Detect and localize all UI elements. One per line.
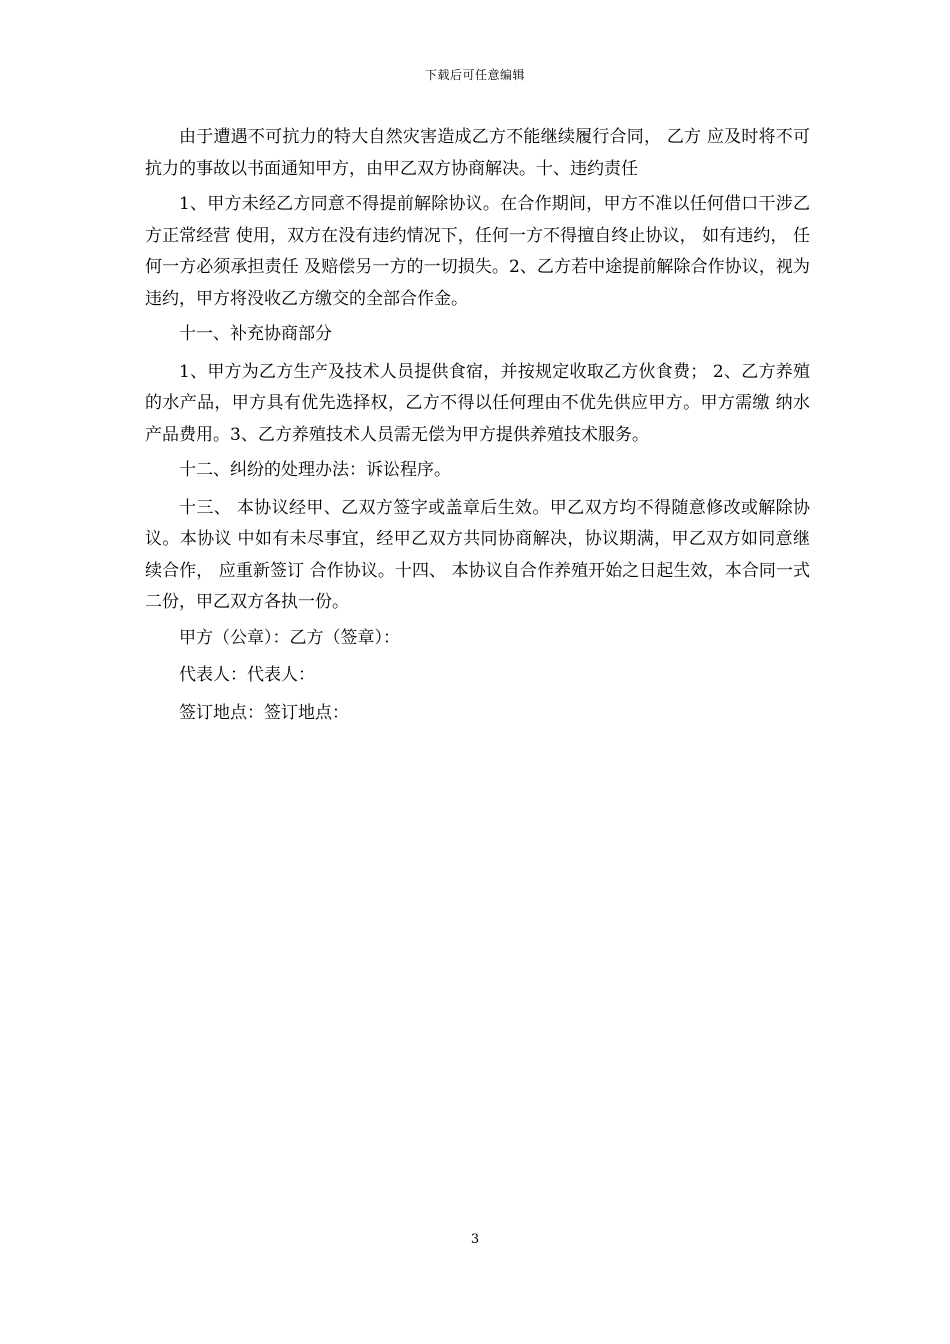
page-header: 下载后可任意编辑: [424, 68, 525, 82]
section-heading-supplementary: 十一、补充协商部分: [179, 324, 332, 344]
paragraph-dispute-resolution: 十二、纠纷的处理办法：诉讼程序。: [179, 460, 451, 480]
signature-line-seal: 甲方（公章）：乙方（签章）：: [179, 627, 400, 648]
page-number: 3: [470, 1232, 480, 1247]
paragraph-supplementary-terms: 1、甲方为乙方生产及技术人员提供食宿，并按规定收取乙方伙食费； 2、乙方养殖的水产品，甲方具有优先选择权，乙方不得以任何理由不优先供应甲方。甲方需缴 纳水产品费用。3、乙方养殖技术人员需无偿为甲方提供养殖技术服务。: [145, 361, 810, 445]
signature-line-representative: 代表人：代表人：: [179, 665, 315, 685]
document-body: [145, 122, 810, 735]
signature-line-location: 签订地点：签订地点：: [179, 702, 349, 723]
paragraph-breach-liability: 1、甲方未经乙方同意不得提前解除协议。在合作期间，甲方不准以任何借口干涉乙方正常经营 使用，双方在没有违约情况下，任何一方不得擅自终止协议， 如有违约， 任何一方必须承担责任 及赔偿另一方的一切损失。2、乙方若中途提前解除合作协议，视为违约，甲方将没收乙方缴交的全部合作金。: [145, 194, 810, 309]
paragraph-force-majeure: 由于遭遇不可抗力的特大自然灾害造成乙方不能继续履行合同， 乙方 应及时将不可抗力的事故以书面通知甲方，由甲乙双方协商解决。十、违约责任: [145, 127, 810, 179]
paragraph-effectiveness: 十三、 本协议经甲、乙双方签字或盖章后生效。甲乙双方均不得随意修改或解除协议。本协议 中如有未尽事宜，经甲乙双方共同协商解决，协议期满，甲乙双方如同意继续合作， 应重新签订 合作协议。十四、 本协议自合作养殖开始之日起生效，本合同一式二份，甲乙双方各执一份。: [145, 497, 810, 612]
